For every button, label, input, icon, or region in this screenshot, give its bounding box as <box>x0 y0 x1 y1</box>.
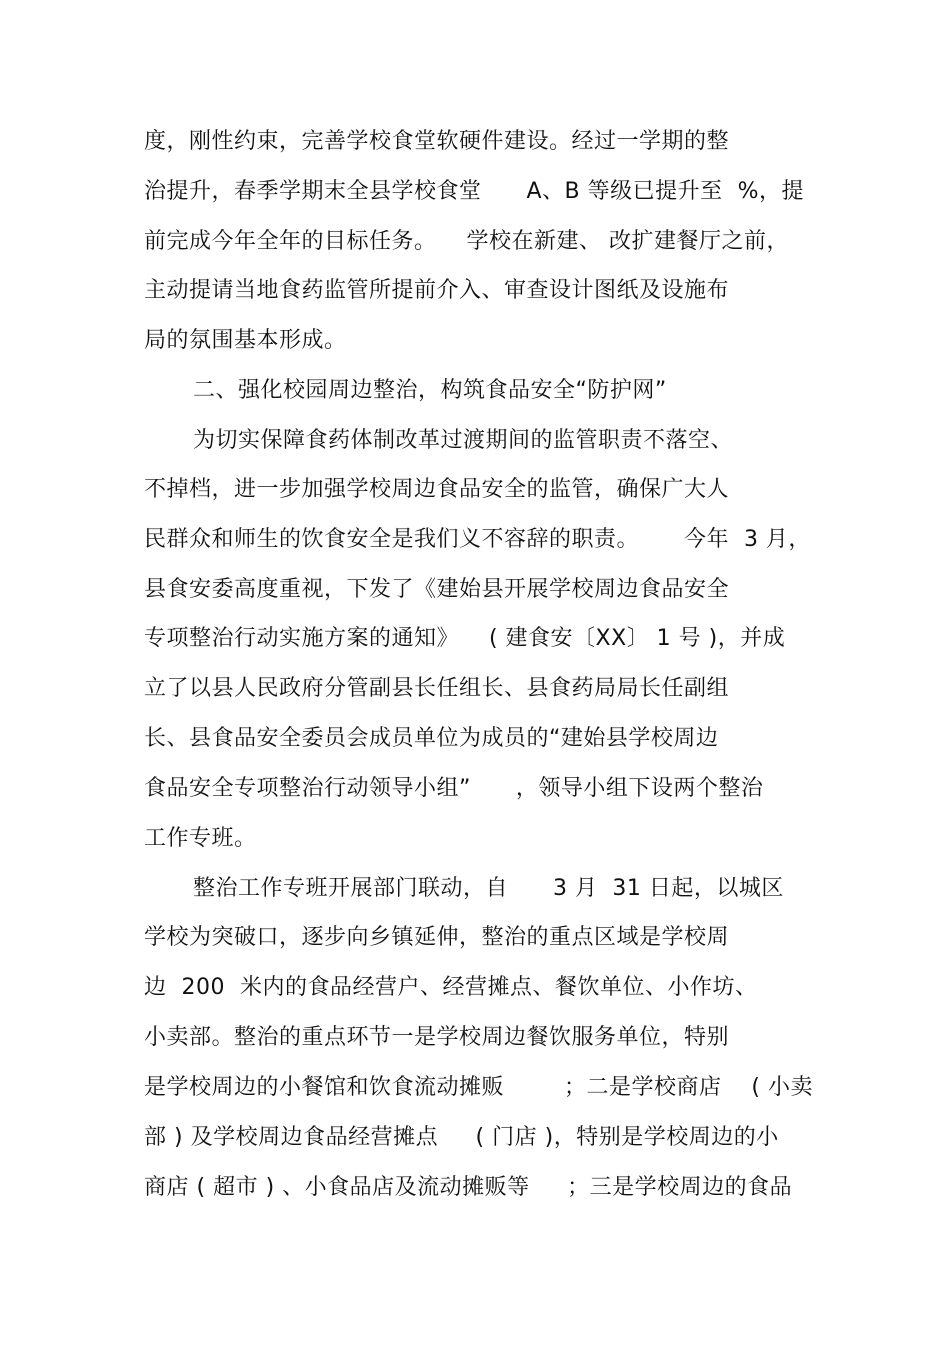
text-line: 学校为突破口，逐步向乡镇延伸，整治的重点区域是学校周 <box>144 925 730 950</box>
text-line: 为切实保障食药体制改革过渡期间的监管职责不落空、 <box>193 428 734 453</box>
text-line: 整治工作专班开展部门联动，自 3 月 31 日起，以城区 <box>193 876 784 901</box>
text-line: 不掉档，进一步加强学校周边食品安全的监管，确保广大人 <box>144 477 730 502</box>
text-line: 主动提请当地食药监管所提前介入、审查设计图纸及设施布 <box>144 278 730 303</box>
text-line: 前完成今年全年的目标任务。 学校在新建、 改扩建餐厅之前， <box>144 229 789 254</box>
text-line: 部 ) 及学校周边食品经营摊点 ( 门店 )，特别是学校周边的小 <box>144 1125 779 1150</box>
text-line: 立了以县人民政府分管副县长任组长、县食药局局长任副组 <box>144 676 730 701</box>
text-line: 边 200 米内的食品经营户、经营摊点、餐饮单位、小作坊、 <box>144 975 758 1000</box>
text-line: 局的氛围基本形成。 <box>144 328 347 353</box>
text-line: 工作专班。 <box>144 826 257 851</box>
text-line: 专项整治行动实施方案的通知》 ( 建食安〔XX〕 1 号 )，并成 <box>144 626 786 651</box>
text-line: 商店 ( 超市 ) 、小食品店及流动摊贩等 ；三是学校周边的食品 <box>144 1175 793 1200</box>
text-line: 民群众和师生的饮食安全是我们义不容辞的职责。 今年 3 月， <box>144 527 811 552</box>
text-line: 度，刚性约束，完善学校食堂软硬件建设。经过一学期的整 <box>144 129 730 154</box>
text-line: 食品安全专项整治行动领导小组” ，领导小组下设两个整治 <box>144 776 764 801</box>
text-line: 是学校周边的小餐馆和饮食流动摊贩 ；二是学校商店 ( 小卖 <box>144 1075 813 1100</box>
section-heading: 二、强化校园周边整治，构筑食品安全“防护网” <box>193 378 667 403</box>
text-line: 长、县食品安全委员会成员单位为成员的“建始县学校周边 <box>144 726 719 751</box>
text-line: 小卖部。整治的重点环节一是学校周边餐饮服务单位，特别 <box>144 1025 730 1050</box>
text-line: 县食安委高度重视，下发了《建始县开展学校周边食品安全 <box>144 577 730 602</box>
text-line: 治提升，春季学期末全县学校食堂 A、B 等级已提升至 %，提 <box>144 179 804 204</box>
